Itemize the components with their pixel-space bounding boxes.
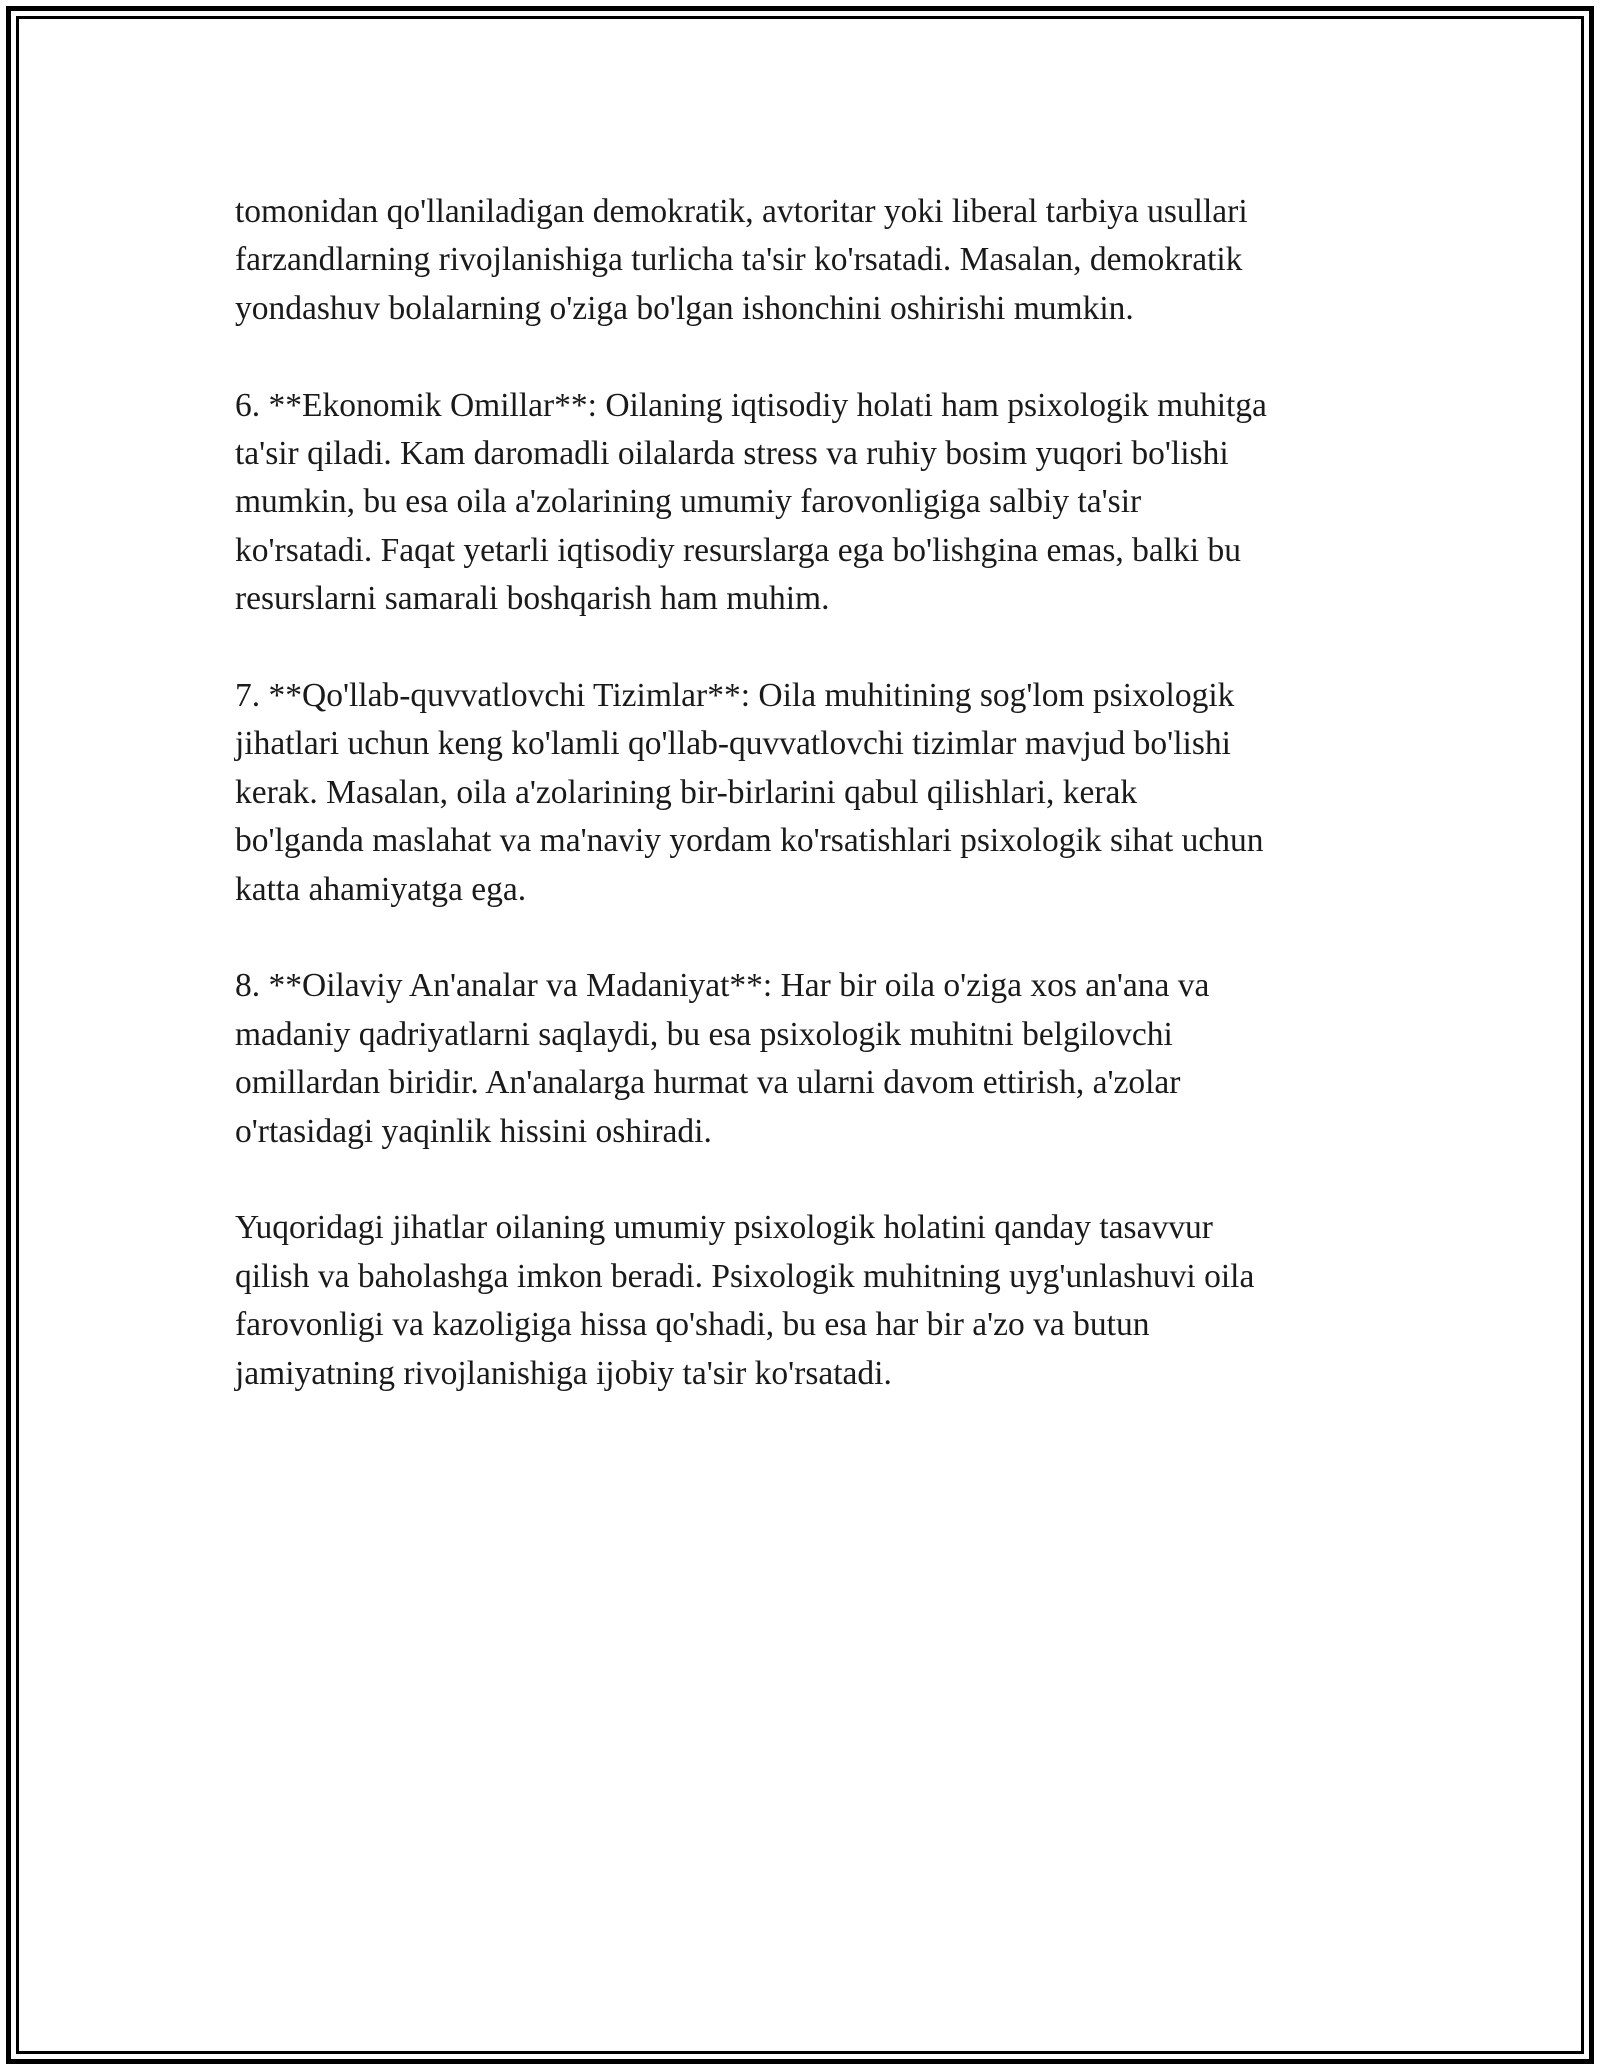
text-line: o'rtasidagi yaqinlik hissini oshiradi.: [235, 1112, 712, 1150]
text-line: madaniy qadriyatlarni saqlaydi, bu esa psixologik muhitni belgilovchi: [235, 1015, 1173, 1053]
text-line: resurslarni samarali boshqarish ham muhim.: [235, 580, 830, 618]
document-body: [235, 188, 1385, 1446]
text-line: omillardan biridir. An'analarga hurmat va ularni davom ettirish, a'zolar: [235, 1064, 1181, 1102]
text-line: qilish va baholashga imkon beradi. Psixologik muhitning uyg'unlashuvi oila: [235, 1257, 1255, 1295]
text-line: farzandlarning rivojlanishiga turlicha ta'sir ko'rsatadi. Masalan, demokratik: [235, 241, 1243, 279]
text-line: ko'rsatadi. Faqat yetarli iqtisodiy resurslarga ega bo'lishgina emas, balki bu: [235, 531, 1241, 569]
text-line: farovonligi va kazoligiga hissa qo'shadi, bu esa har bir a'zo va butun: [235, 1306, 1150, 1344]
text-line: bo'lganda maslahat va ma'naviy yordam ko'rsatishlari psixologik sihat uchun: [235, 822, 1264, 860]
paragraph-traditions-culture: [235, 962, 1385, 1156]
text-line: tomonidan qo'llaniladigan demokratik, avtoritar yoki liberal tarbiya usullari: [235, 193, 1248, 230]
paragraph-support-systems: [235, 672, 1385, 914]
paragraph-parenting-styles: [235, 188, 1385, 333]
text-line: jamiyatning rivojlanishiga ijobiy ta'sir ko'rsatadi.: [235, 1354, 892, 1392]
text-line: kerak. Masalan, oila a'zolarining bir-birlarini qabul qilishlari, kerak: [235, 773, 1138, 811]
text-line: 8. **Oilaviy An'analar va Madaniyat**: Har bir oila o'ziga xos an'ana va: [235, 967, 1210, 1005]
text-line: 6. **Ekonomik Omillar**: Oilaning iqtisodiy holati ham psixologik muhitga: [235, 386, 1267, 424]
text-line: 7. **Qo'llab-quvvatlovchi Tizimlar**: Oila muhitining sog'lom psixologik: [235, 677, 1235, 715]
text-line: ta'sir qiladi. Kam daromadli oilalarda stress va ruhiy bosim yuqori bo'lishi: [235, 435, 1229, 473]
paragraph-conclusion: [235, 1204, 1385, 1398]
text-line: katta ahamiyatga ega.: [235, 870, 527, 908]
text-line: mumkin, bu esa oila a'zolarining umumiy farovonligiga salbiy ta'sir: [235, 483, 1142, 521]
text-line: jihatlari uchun keng ko'lamli qo'llab-quvvatlovchi tizimlar mavjud bo'lishi: [235, 725, 1231, 763]
text-line: yondashuv bolalarning o'ziga bo'lgan ishonchini oshirishi mumkin.: [235, 289, 1134, 327]
text-line: Yuqoridagi jihatlar oilaning umumiy psixologik holatini qanday tasavvur: [235, 1209, 1213, 1247]
paragraph-economic-factors: [235, 382, 1385, 624]
